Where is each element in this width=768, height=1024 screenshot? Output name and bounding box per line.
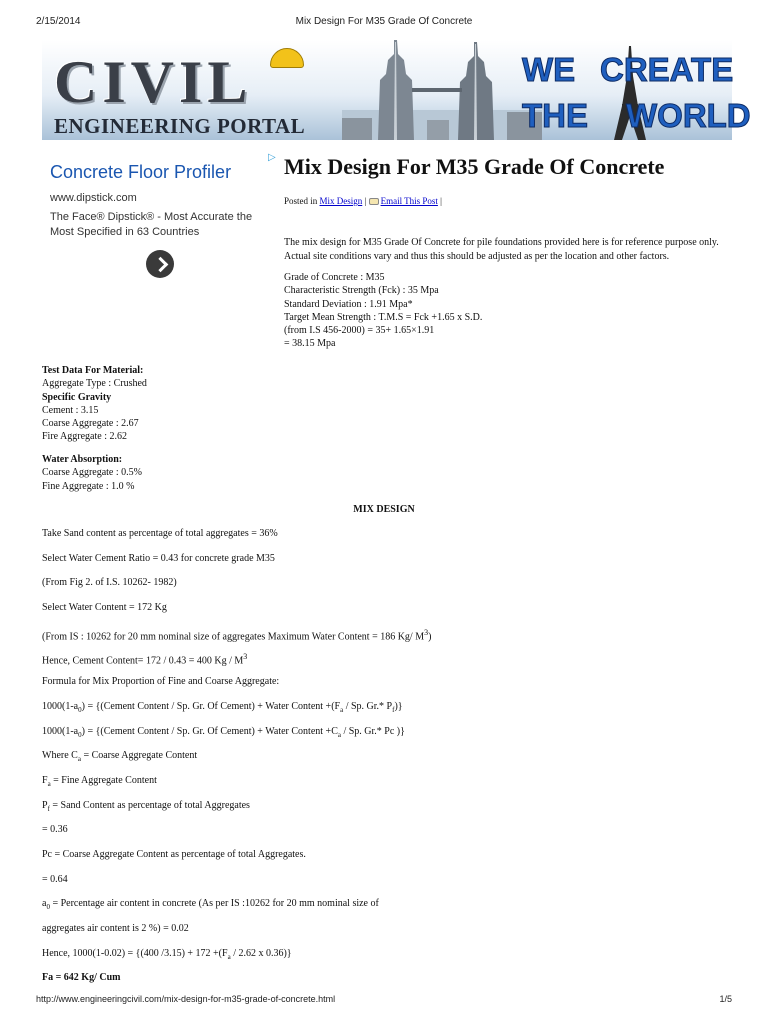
formula-line: $1000(1-a_0)$ = {(Cement Content / Sp. Gr. Of Cement) + Water Content $+(F_a / Sp$. Gr.* $P_f$)} — [42, 700, 403, 714]
ad-title[interactable]: Concrete Floor Profiler — [50, 162, 232, 182]
definition-line: Pc = Coarse Aggregate Content as percentage of total Aggregates. — [42, 848, 306, 860]
spec-line: Characteristic Strength (Fck) : 35 Mpa — [284, 285, 439, 297]
definition-line: $P_f$ = Sand Content as percentage of total Aggregates — [42, 799, 250, 813]
mix-design-heading: MIX DESIGN — [353, 504, 415, 515]
page-number: 1/5 — [719, 994, 732, 1004]
step-line: Take Sand content as percentage of total aggregates = 36% — [42, 528, 278, 539]
step-line: (From IS : 10262 for 20 mm nominal size of aggregates Maximum Water Content = 186 Kg/ $M^3$) — [42, 627, 432, 643]
chevron-right-icon[interactable] — [146, 250, 174, 278]
absorption-fine: Fine Aggregate : 1.0 % — [42, 480, 135, 492]
petronas-towers-icon — [342, 40, 542, 140]
spec-line: Target Mean Strength : T.M.S = Fck +1.65 x S.D. — [284, 311, 483, 323]
step-line: Select Water Content = 172 Kg — [42, 602, 167, 614]
specific-gravity-heading: Specific Gravity — [42, 391, 112, 403]
banner-logo-sub: ENGINEERING PORTAL — [54, 114, 306, 138]
mix-design-steps — [42, 528, 732, 997]
formula-line: $1000(1-a_0)$ = {(Cement Content / Sp. Gr. Of Cement) + Water Content $+C_a / Sp$. Gr.* Pc )} — [42, 725, 405, 739]
print-footer — [0, 994, 768, 1008]
step-line: Hence, Cement Content= 172 / 0.43 = 400 Kg / $M^3$ — [42, 652, 248, 667]
fine-aggregate-result: Fa = 642 Kg/ Cum — [42, 972, 121, 984]
spec-line: Grade of Concrete : M35 — [284, 272, 385, 283]
email-icon[interactable] — [369, 198, 379, 205]
ad-url[interactable]: www.dipstick.com — [50, 192, 137, 204]
absorption-heading: Water Absorption: — [42, 454, 123, 465]
definition-line: aggregates air content is 2 %) = 0.02 — [42, 923, 189, 934]
step-line: Select Water Cement Ratio = 0.43 for concrete grade M35 — [42, 552, 275, 564]
slogan-word-1: WE — [522, 51, 576, 88]
print-date: 2/15/2014 — [36, 16, 81, 27]
strength-spec — [284, 271, 724, 351]
article-intro: The mix design for M35 Grade Of Concrete for pile foundations provided here is for reference purpose only. Actual site conditions vary and thus this should be adjusted as per the location and other factors. — [284, 237, 719, 262]
sidebar-ad[interactable] — [42, 152, 274, 286]
site-banner[interactable] — [42, 40, 751, 140]
sg-fine: Fire Aggregate : 2.62 — [42, 431, 127, 443]
meta-separator: | — [440, 196, 442, 206]
print-title: Mix Design For M35 Grade Of Concrete — [295, 16, 473, 27]
sg-cement: Cement : 3.15 — [42, 404, 99, 416]
meta-separator: | — [364, 196, 367, 206]
sg-coarse: Coarse Aggregate : 2.67 — [42, 418, 139, 430]
definition-line: $a_0$ = Percentage air content in concrete (As per IS :10262 for 20 mm nominal size of — [42, 898, 379, 912]
article-title: Mix Design For M35 Grade Of Concrete — [284, 154, 665, 179]
spec-line: Standard Deviation : 1.91 Mpa* — [284, 298, 413, 310]
slogan-word-3: THE — [522, 97, 588, 134]
material-test-data — [42, 364, 342, 444]
calculation-line: Hence, 1000(1-0.02) = {(400 $/3.15) + 172 +(F_a / 2.62$ x 0.36)} — [42, 947, 292, 961]
absorption-coarse: Coarse Aggregate : 0.5% — [42, 467, 142, 479]
print-url: http://www.engineeringcivil.com/mix-design-for-m35-grade-of-concrete.html — [36, 994, 336, 1004]
step-line: Formula for Mix Proportion of Fine and Coarse Aggregate: — [42, 676, 280, 688]
step-line: (From Fig 2. of I.S. 10262- 1982) — [42, 577, 177, 589]
category-link[interactable]: Mix Design — [319, 196, 363, 206]
ad-choices-icon[interactable]: ▷ — [268, 152, 276, 163]
email-post-link[interactable]: Email This Post — [380, 196, 438, 206]
ad-description: The Face® Dipstick® - Most Accurate the Most Specified in 63 Countries — [50, 211, 253, 238]
value-line: = 0.64 — [42, 873, 68, 885]
banner-slogan — [522, 46, 751, 140]
post-meta — [284, 196, 442, 206]
material-heading: Test Data For Material: — [42, 365, 144, 376]
definition-line: Where $C_a$ = Coarse Aggregate Content — [42, 750, 198, 764]
spec-line: = 38.15 Mpa — [284, 338, 336, 350]
definition-line: $F_a$ = Fine Aggregate Content — [42, 774, 157, 788]
hardhat-icon — [270, 48, 304, 68]
slogan-word-2: CREATE — [600, 51, 734, 88]
aggregate-type: Aggregate Type : Crushed — [42, 378, 147, 390]
banner-logo-main: CIVIL — [54, 49, 253, 115]
posted-in-label: Posted in — [284, 196, 318, 206]
value-line: = 0.36 — [42, 824, 68, 836]
water-absorption — [42, 453, 342, 493]
slogan-word-4: WORLD — [626, 97, 751, 134]
print-header — [0, 16, 768, 30]
spec-line: (from I.S 456-2000) = 35+ 1.65×1.91 — [284, 325, 435, 337]
